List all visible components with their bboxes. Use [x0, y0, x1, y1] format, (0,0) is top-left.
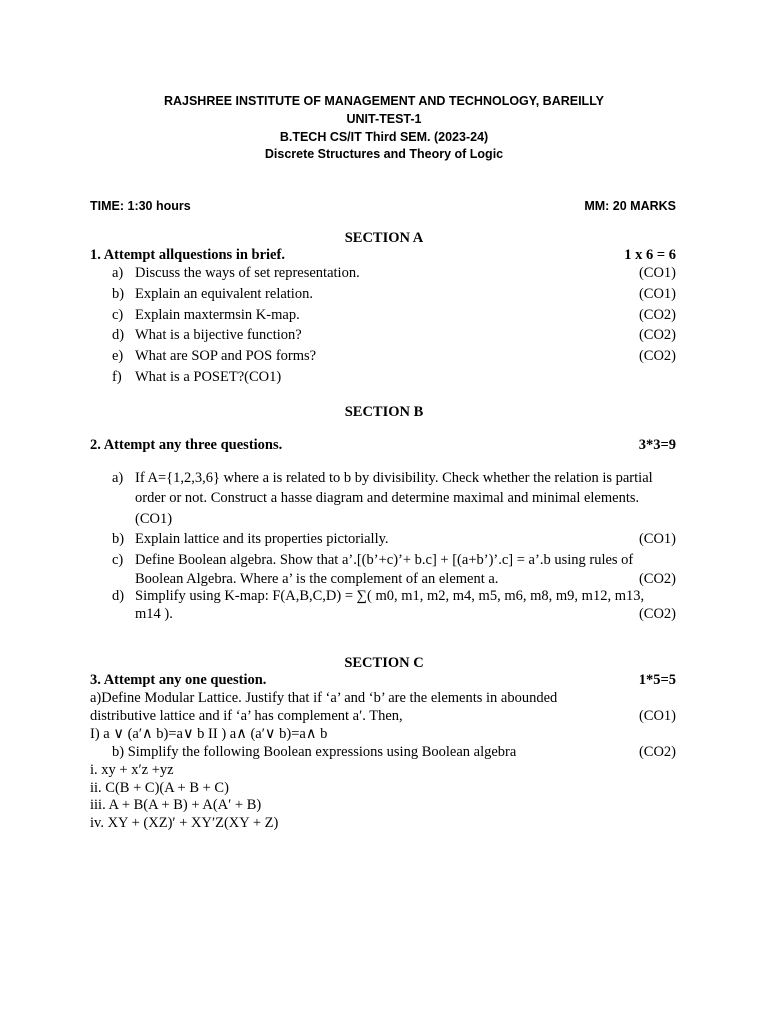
subject-name: Discrete Structures and Theory of Logic — [264, 147, 504, 161]
list-item — [0, 369, 768, 389]
list-item — [0, 552, 768, 592]
list-item — [0, 286, 768, 306]
list-item — [0, 327, 768, 347]
section-c-scheme: 1*5=5 — [638, 672, 676, 688]
course-outcome: (CO1) — [638, 708, 676, 724]
item-label: b) — [112, 286, 125, 302]
list-item — [0, 470, 768, 530]
section-b-title: SECTION B — [344, 404, 424, 420]
item-text-line: Simplify using K-map: F(A,B,C,D) = ∑( m0, m1, m2, m4, m5, m6, m8, m9, m12, m13, — [135, 588, 645, 604]
item-text: Explain maxtermsin K-map. — [135, 307, 300, 323]
course-name: B.TECH CS/IT Third SEM. (2023-24) — [279, 130, 489, 144]
item-text: What is a bijective function? — [135, 327, 302, 343]
item-text: Explain an equivalent relation. — [135, 286, 313, 302]
expression-item: i. xy + x′z +yz — [90, 762, 174, 778]
expression-item: ii. C(B + C)(A + B + C) — [90, 780, 229, 796]
item-text: What is a POSET?(CO1) — [135, 369, 282, 385]
section-a-question: 1. Attempt allquestions in brief. — [90, 247, 285, 263]
question-b-line: b) Simplify the following Boolean expressions using Boolean algebra — [112, 744, 517, 760]
section-c-question: 3. Attempt any one question. — [90, 672, 267, 688]
list-item — [0, 588, 768, 628]
question-a-line: I) a ∨ (a′∧ b)=a∨ b II ) a∧ (a′∨ b)=a∧ b — [90, 726, 328, 742]
item-text: Discuss the ways of set representation. — [135, 265, 360, 281]
course-outcome: (CO1) — [638, 265, 676, 281]
item-label: c) — [112, 307, 124, 323]
course-outcome: (CO2) — [638, 307, 676, 323]
item-text-line: Define Boolean algebra. Show that a’.[(b’+c)’+ b.c] + [(a+b’)’.c] = a’.b using rules of — [135, 552, 634, 568]
course-outcome: (CO2) — [638, 571, 676, 587]
item-text: What are SOP and POS forms? — [135, 348, 317, 364]
item-text-line: m14 ). — [135, 606, 173, 622]
item-label: a) — [112, 265, 124, 281]
test-name: UNIT-TEST-1 — [346, 112, 422, 126]
item-label: b) — [112, 531, 125, 547]
item-text: Explain lattice and its properties pictorially. — [135, 531, 389, 547]
section-a-scheme: 1 x 6 = 6 — [624, 247, 676, 263]
course-outcome: (CO1) — [638, 531, 676, 547]
section-b-question: 2. Attempt any three questions. — [90, 437, 283, 453]
item-label: a) — [112, 470, 124, 486]
expression-item: iv. XY + (XZ)′ + XY′Z(XY + Z) — [90, 815, 279, 831]
list-item — [0, 265, 768, 285]
max-marks-label: MM: 20 MARKS — [584, 199, 676, 213]
course-outcome: (CO2) — [638, 327, 676, 343]
section-a-title: SECTION A — [344, 230, 424, 246]
time-label: TIME: 1:30 hours — [90, 199, 191, 213]
section-b-scheme: 3*3=9 — [638, 437, 676, 453]
course-outcome: (CO2) — [638, 606, 676, 622]
course-outcome: (CO2) — [638, 348, 676, 364]
question-a-line: a)Define Modular Lattice. Justify that if ‘a’ and ‘b’ are the elements in abounded — [90, 690, 558, 706]
item-label: f) — [112, 369, 122, 385]
item-label: c) — [112, 552, 124, 568]
course-outcome: (CO1) — [638, 286, 676, 302]
list-item — [0, 307, 768, 327]
question-a-line: distributive lattice and if ‘a’ has complement a′. Then, — [90, 708, 403, 724]
item-label: d) — [112, 588, 125, 604]
list-item — [0, 348, 768, 368]
expression-item: iii. A + B(A + B) + A(A′ + B) — [90, 797, 262, 813]
item-label: e) — [112, 348, 124, 364]
section-c-title: SECTION C — [344, 655, 424, 671]
course-outcome: (CO1) — [135, 511, 173, 527]
item-text-line: order or not. Construct a hasse diagram and determine maximal and minimal elements. — [135, 490, 640, 506]
item-label: d) — [112, 327, 125, 343]
item-text-line: If A={1,2,3,6} where a is related to b by divisibility. Check whether the relation is partial — [135, 470, 653, 486]
list-item — [0, 531, 768, 551]
item-text-line: Boolean Algebra. Where a’ is the complement of an element a. — [135, 571, 499, 587]
institute-name: RAJSHREE INSTITUTE OF MANAGEMENT AND TECHNOLOGY, BAREILLY — [163, 94, 605, 108]
course-outcome: (CO2) — [638, 744, 676, 760]
